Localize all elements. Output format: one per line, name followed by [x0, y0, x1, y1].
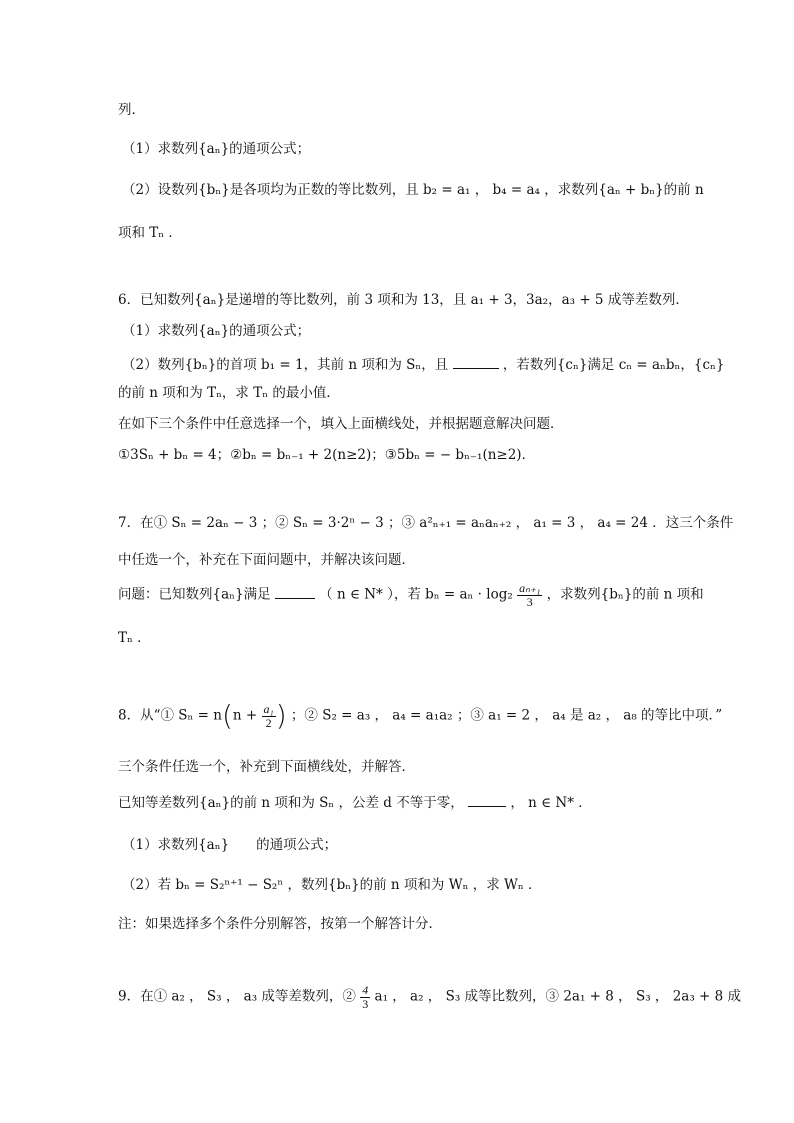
problem-7-question-b: （ n ∈ N* ），若 bₙ = aₙ · log₂ [319, 586, 513, 603]
problem-8-given [118, 794, 592, 811]
problem-8-note: 注：如果选择多个条件分别解答，按第一个解答计分． [118, 916, 442, 932]
prev-question-2-cont: 项和 Tₙ ． [118, 225, 182, 241]
problem-6-stem: 6．已知数列{aₙ}是递增的等比数列，前 3 项和为 13，且 a₁ + 3，3a₂，a₃ + 5 成等差数列． [118, 292, 689, 308]
problem-7-stem: 7．在① Sₙ = 2aₙ − 3 ；② Sₙ = 3·2ⁿ − 3 ；③ a²ₙ₊₁ = aₙaₙ₊₂ ， a₁ = 3 ， a₄ = 24 ．这三个条件 [118, 515, 734, 531]
problem-7-fraction [517, 582, 542, 608]
problem-9-stem-a: 9．在① a₂ ， S₃ ， a₃ 成等差数列，② [118, 988, 356, 1005]
problem-8-blank [468, 794, 506, 807]
problem-8-given-a: 已知等差数列{aₙ}的前 n 项和为 Sₙ ，公差 d 不等于零， [118, 795, 464, 811]
problem-8-stem-c: ；② S₂ = a₃ ， a₄ = a₁a₂ ；③ a₁ = 2 ， a₄ 是 a₂ ， a₈ 的等比中项．” [290, 707, 723, 724]
problem-6-blank [453, 356, 499, 369]
prev-question-2: （2）设数列{bₙ}是各项均为正数的等比数列，且 b₂ = a₁ ， b₄ = a₄ ，求数列{aₙ + bₙ}的前 n [122, 182, 704, 198]
problem-7-instruction: 中任选一个，补充在下面问题中，并解决该问题． [118, 552, 415, 568]
right-paren: ) [275, 699, 287, 732]
problem-6-q2-cont: 的前 n 项和为 Tₙ，求 Tₙ 的最小值． [118, 385, 340, 401]
problem-7-fraction-den: 3 [526, 594, 533, 609]
problem-7-blank [275, 586, 315, 599]
problem-8-given-b: ， n ∈ N* ． [510, 795, 592, 811]
problem-8-stem-b: n + [232, 707, 258, 724]
problem-9-fraction-den: 3 [362, 996, 369, 1011]
prev-question-1: （1）求数列{aₙ}的通项公式； [122, 141, 311, 157]
problem-8-fraction-den: 2 [265, 715, 272, 730]
left-paren: ( [221, 699, 233, 732]
problem-8-fraction-num: a₁ [263, 701, 274, 716]
problem-8-fraction [262, 703, 276, 729]
problem-7-question-a: 问题：已知数列{aₙ}满足 [118, 586, 271, 603]
problem-7-fraction-num: aₙ₊₁ [519, 581, 541, 595]
problem-9-stem-b: a₁ ， a₂ ， S₃ 成等比数列，③ 2a₁ + 8 ， S₃ ， 2a₃ + 8 成 [374, 988, 742, 1005]
problem-7-question-cont: Tₙ ． [118, 630, 151, 646]
problem-9-stem [118, 984, 741, 1010]
problem-8-q2: （2）若 bₙ = S₂ⁿ⁺¹ − S₂ⁿ ，数列{bₙ}的前 n 项和为 Wₙ ，求 Wₙ ． [122, 877, 542, 893]
problem-6-q2 [122, 356, 724, 373]
problem-6-q1: （1）求数列{aₙ}的通项公式； [122, 323, 311, 339]
problem-9-fraction [360, 984, 370, 1010]
problem-8-instruction: 三个条件任选一个，补充到下面横线处，并解答． [118, 759, 415, 775]
problem-7-question-c: ，求数列{bₙ}的前 n 项和 [546, 586, 704, 603]
problem-6-conditions: ①3Sₙ + bₙ = 4；②bₙ = bₙ₋₁ + 2(n≥2)；③5bₙ = − bₙ₋₁(n≥2)． [118, 447, 536, 463]
prev-tail: 列． [118, 102, 145, 118]
problem-6-instruction: 在如下三个条件中任意选择一个，填入上面横线处，并根据题意解决问题． [118, 416, 564, 432]
problem-8-q1: （1）求数列{aₙ} 的通项公式； [122, 837, 338, 853]
problem-6-q2-text-b: ，若数列{cₙ}满足 cₙ = aₙbₙ，{cₙ} [502, 357, 725, 373]
problem-9-fraction-num: 4 [362, 983, 369, 997]
problem-7-question [118, 582, 704, 608]
problem-8-stem-a: 8．从“① Sₙ = n [118, 707, 222, 724]
problem-6-q2-text-a: （2）数列{bₙ}的首项 b₁ = 1，其前 n 项和为 Sₙ，且 [122, 357, 449, 373]
problem-8-stem [118, 699, 723, 732]
